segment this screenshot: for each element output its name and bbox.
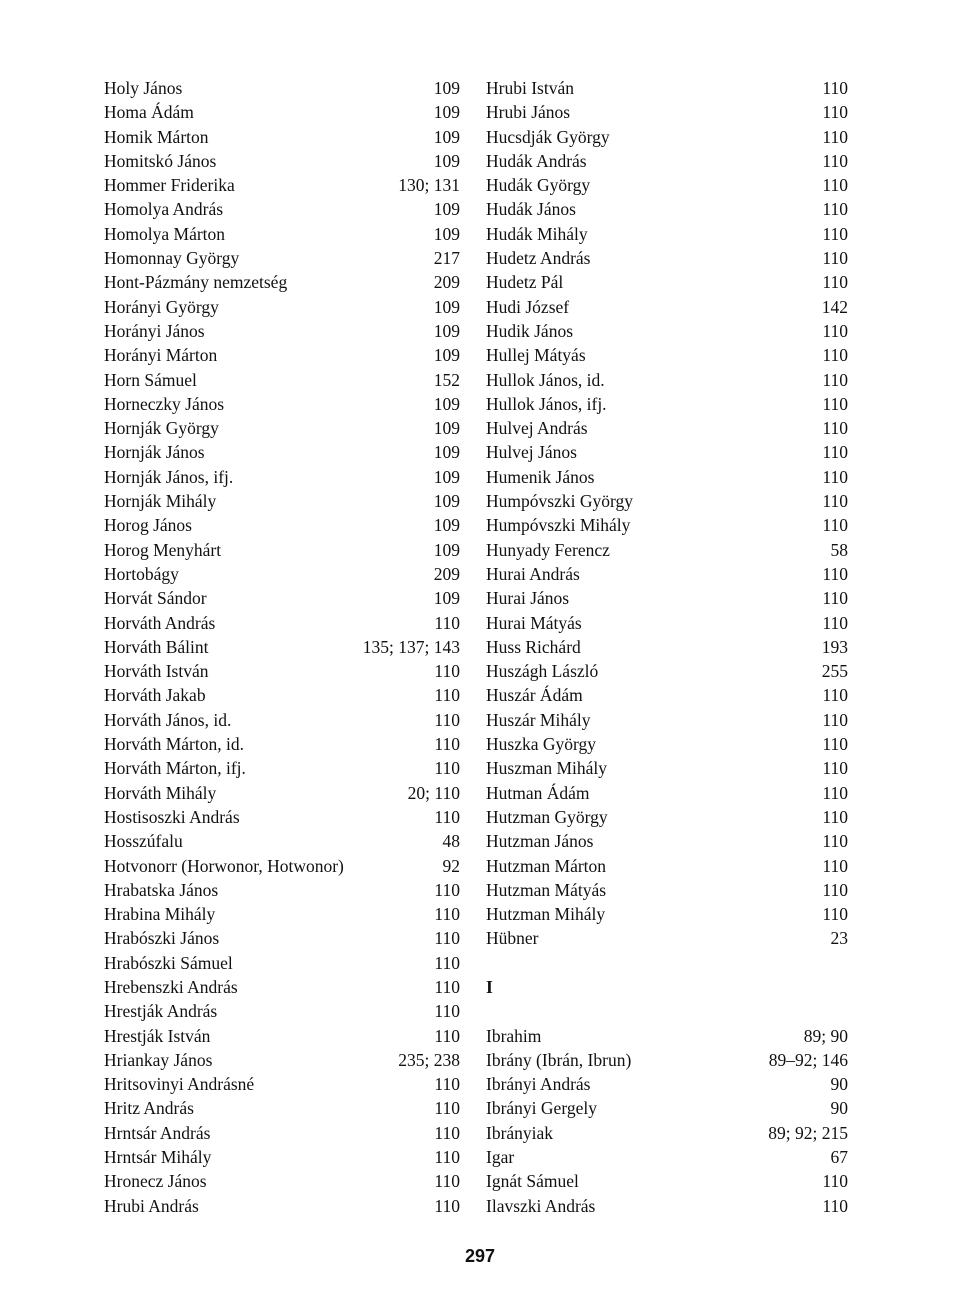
index-entry xyxy=(104,1096,460,1120)
entry-name: Hullej Mátyás xyxy=(486,345,586,366)
entry-name: Hudák Mihály xyxy=(486,223,588,244)
entry-pages: 110 xyxy=(822,272,848,293)
entry-name: Hudetz Pál xyxy=(486,272,564,293)
index-entry xyxy=(486,197,848,221)
index-section-i xyxy=(486,1024,848,1218)
entry-pages: 110 xyxy=(822,418,848,439)
index-entry xyxy=(486,489,848,513)
entry-pages: 110 xyxy=(822,102,848,123)
index-entry xyxy=(104,319,460,343)
index-entry xyxy=(104,829,460,853)
entry-pages: 110 xyxy=(822,466,848,487)
index-entry xyxy=(486,683,848,707)
index-entry xyxy=(486,416,848,440)
entry-name: Humenik János xyxy=(486,466,595,487)
index-entry xyxy=(486,926,848,950)
entry-name: Hronecz János xyxy=(104,1171,207,1192)
entry-pages: 110 xyxy=(434,806,460,827)
entry-name: Horváth János, id. xyxy=(104,709,232,730)
index-entry xyxy=(486,732,848,756)
entry-name: Horváth Jakab xyxy=(104,685,206,706)
entry-name: Horváth Márton, ifj. xyxy=(104,758,246,779)
index-entry xyxy=(104,635,460,659)
index-entry xyxy=(486,805,848,829)
entry-pages: 109 xyxy=(433,102,460,123)
entry-name: Hrabatska János xyxy=(104,879,219,900)
index-entry xyxy=(486,319,848,343)
entry-pages: 89–92; 146 xyxy=(768,1049,848,1070)
entry-name: Hornják György xyxy=(104,418,219,439)
entry-name: Hrabószki János xyxy=(104,928,220,949)
index-entry xyxy=(104,295,460,319)
index-entry xyxy=(104,270,460,294)
entry-pages: 110 xyxy=(822,1195,848,1216)
entry-pages: 109 xyxy=(433,539,460,560)
entry-name: Ibrány (Ibrán, Ibrun) xyxy=(486,1049,632,1070)
index-entry xyxy=(486,270,848,294)
entry-pages: 193 xyxy=(821,636,848,657)
entry-name: Hudi József xyxy=(486,296,570,317)
index-entry xyxy=(486,708,848,732)
entry-pages: 110 xyxy=(822,199,848,220)
index-entry xyxy=(104,999,460,1023)
index-section-h xyxy=(486,76,848,951)
entry-pages: 92 xyxy=(442,855,460,876)
entry-name: Hostisoszki András xyxy=(104,806,240,827)
entry-pages: 255 xyxy=(821,661,848,682)
index-entry xyxy=(486,1048,848,1072)
index-entry xyxy=(104,416,460,440)
entry-name: Hurai András xyxy=(486,563,580,584)
entry-pages: 109 xyxy=(433,78,460,98)
entry-name: Ibrányi Gergely xyxy=(486,1098,597,1119)
entry-pages: 109 xyxy=(433,345,460,366)
entry-name: Ibrányi András xyxy=(486,1074,591,1095)
entry-name: Hurai Mátyás xyxy=(486,612,582,633)
entry-pages: 110 xyxy=(822,223,848,244)
entry-pages: 110 xyxy=(822,782,848,803)
entry-pages: 110 xyxy=(822,126,848,147)
entry-pages: 110 xyxy=(434,928,460,949)
index-column-left xyxy=(104,76,460,1218)
entry-pages: 109 xyxy=(433,199,460,220)
entry-name: Hutman Ádám xyxy=(486,782,590,803)
entry-pages: 110 xyxy=(822,855,848,876)
entry-name: Huszman Mihály xyxy=(486,758,608,779)
entry-pages: 110 xyxy=(822,685,848,706)
entry-pages: 110 xyxy=(434,1025,460,1046)
entry-name: Horváth Mihály xyxy=(104,782,217,803)
entry-pages: 89; 90 xyxy=(803,1025,848,1046)
index-column-right xyxy=(486,76,848,1218)
index-entry xyxy=(104,1121,460,1145)
entry-name: Hornják János xyxy=(104,442,205,463)
index-entry xyxy=(104,756,460,780)
entry-pages: 109 xyxy=(433,320,460,341)
entry-name: Horog János xyxy=(104,515,192,536)
entry-pages: 110 xyxy=(434,661,460,682)
entry-name: Hudák András xyxy=(486,150,587,171)
index-entry xyxy=(104,805,460,829)
entry-pages: 110 xyxy=(822,491,848,512)
index-entry xyxy=(486,1096,848,1120)
index-entry xyxy=(104,368,460,392)
index-entry xyxy=(104,1194,460,1218)
index-entry xyxy=(486,222,848,246)
entry-name: Hudák János xyxy=(486,199,576,220)
entry-pages: 110 xyxy=(822,588,848,609)
entry-pages: 217 xyxy=(433,248,460,269)
index-entry xyxy=(104,975,460,999)
index-entry xyxy=(486,1121,848,1145)
index-entry xyxy=(486,513,848,537)
entry-name: Hornják János, ifj. xyxy=(104,466,234,487)
index-entry xyxy=(104,222,460,246)
entry-name: Hutzman János xyxy=(486,831,594,852)
index-entry xyxy=(486,611,848,635)
entry-pages: 110 xyxy=(434,685,460,706)
index-entry xyxy=(486,538,848,562)
entry-pages: 109 xyxy=(433,223,460,244)
entry-pages: 110 xyxy=(822,150,848,171)
entry-name: Hornják Mihály xyxy=(104,491,217,512)
entry-name: Homolya Márton xyxy=(104,223,226,244)
entry-pages: 109 xyxy=(433,393,460,414)
entry-name: Hudik János xyxy=(486,320,574,341)
index-entry xyxy=(486,343,848,367)
entry-name: Ignát Sámuel xyxy=(486,1171,579,1192)
entry-name: Ibrányiak xyxy=(486,1122,554,1143)
index-entry xyxy=(104,197,460,221)
index-entry xyxy=(486,586,848,610)
entry-name: Hrabina Mihály xyxy=(104,904,216,925)
entry-pages: 109 xyxy=(433,126,460,147)
entry-name: Hrubi András xyxy=(104,1195,199,1216)
entry-name: Horváth István xyxy=(104,661,209,682)
entry-pages: 58 xyxy=(830,539,848,560)
entry-name: Hont-Pázmány nemzetség xyxy=(104,272,288,293)
index-entry xyxy=(486,125,848,149)
entry-name: Hriankay János xyxy=(104,1049,213,1070)
entry-pages: 110 xyxy=(822,248,848,269)
entry-name: Homik Márton xyxy=(104,126,209,147)
entry-name: Hrestják András xyxy=(104,1001,218,1022)
entry-name: Hosszúfalu xyxy=(104,831,183,852)
entry-pages: 130; 131 xyxy=(398,175,460,196)
entry-pages: 109 xyxy=(433,491,460,512)
entry-name: Hudetz András xyxy=(486,248,591,269)
index-entry xyxy=(104,926,460,950)
entry-name: Hutzman Mihály xyxy=(486,904,606,925)
entry-name: Hortobágy xyxy=(104,563,179,584)
index-entry xyxy=(486,1072,848,1096)
entry-name: Hotvonorr (Horwonor, Hotwonor) xyxy=(104,855,344,876)
entry-name: Hutzman György xyxy=(486,806,608,827)
index-entry xyxy=(486,1145,848,1169)
index-entry xyxy=(486,1024,848,1048)
index-entry xyxy=(104,854,460,878)
index-entry xyxy=(104,1072,460,1096)
entry-name: Hrebenszki András xyxy=(104,976,238,997)
entry-pages: 110 xyxy=(822,758,848,779)
index-entry xyxy=(104,149,460,173)
section-letter-heading: I xyxy=(486,976,493,997)
index-entry xyxy=(104,683,460,707)
index-entry xyxy=(486,368,848,392)
entry-pages: 110 xyxy=(434,1171,460,1192)
index-entry xyxy=(486,562,848,586)
page-number: 297 xyxy=(464,1246,496,1266)
entry-pages: 110 xyxy=(434,1001,460,1022)
entry-pages: 110 xyxy=(822,904,848,925)
index-entry xyxy=(486,635,848,659)
entry-name: Hulvej János xyxy=(486,442,577,463)
index-entry xyxy=(486,781,848,805)
entry-name: Horváth Márton, id. xyxy=(104,734,244,755)
entry-name: Igar xyxy=(486,1147,515,1168)
entry-name: Horvát Sándor xyxy=(104,588,207,609)
entry-pages: 109 xyxy=(433,296,460,317)
entry-pages: 110 xyxy=(822,612,848,633)
entry-pages: 110 xyxy=(434,758,460,779)
entry-pages: 90 xyxy=(830,1074,848,1095)
entry-name: Ilavszki András xyxy=(486,1195,596,1216)
index-entry xyxy=(104,586,460,610)
index-entry xyxy=(486,100,848,124)
index-entry xyxy=(104,125,460,149)
index-entry xyxy=(104,465,460,489)
entry-pages: 110 xyxy=(434,904,460,925)
entry-pages: 235; 238 xyxy=(398,1049,460,1070)
index-entry xyxy=(104,343,460,367)
index-entry xyxy=(486,902,848,926)
index-entry xyxy=(104,246,460,270)
index-entry xyxy=(104,951,460,975)
entry-name: Hutzman Márton xyxy=(486,855,607,876)
index-entry xyxy=(104,732,460,756)
entry-pages: 109 xyxy=(433,150,460,171)
index-entry xyxy=(104,1169,460,1193)
entry-name: Huszágh László xyxy=(486,661,599,682)
index-entry xyxy=(104,902,460,926)
entry-pages: 209 xyxy=(433,272,460,293)
entry-name: Horányi János xyxy=(104,320,205,341)
index-entry xyxy=(104,1024,460,1048)
index-entry xyxy=(104,100,460,124)
entry-name: Hurai János xyxy=(486,588,570,609)
index-entry xyxy=(104,659,460,683)
entry-pages: 110 xyxy=(434,879,460,900)
entry-pages: 110 xyxy=(822,879,848,900)
entry-name: Hrabószki Sámuel xyxy=(104,952,233,973)
entry-name: Hullok János, ifj. xyxy=(486,393,607,414)
entry-name: Humpóvszki György xyxy=(486,491,633,512)
entry-pages: 209 xyxy=(433,563,460,584)
entry-pages: 48 xyxy=(442,831,460,852)
index-entry xyxy=(486,173,848,197)
entry-name: Hudák György xyxy=(486,175,591,196)
entry-name: Homonnay György xyxy=(104,248,240,269)
index-entry xyxy=(486,149,848,173)
entry-name: Hrntsár András xyxy=(104,1122,211,1143)
entry-pages: 110 xyxy=(822,442,848,463)
entry-pages: 110 xyxy=(822,806,848,827)
entry-pages: 110 xyxy=(822,320,848,341)
entry-pages: 109 xyxy=(433,418,460,439)
entry-name: Horányi Márton xyxy=(104,345,218,366)
entry-name: Hunyady Ferencz xyxy=(486,539,610,560)
entry-pages: 110 xyxy=(822,563,848,584)
index-entry xyxy=(486,829,848,853)
index-entry xyxy=(104,392,460,416)
index-entry xyxy=(104,878,460,902)
entry-pages: 110 xyxy=(434,1195,460,1216)
section-gap xyxy=(486,951,848,975)
entry-pages: 142 xyxy=(821,296,848,317)
entry-name: Horváth András xyxy=(104,612,216,633)
index-entry xyxy=(104,489,460,513)
entry-name: Hübner xyxy=(486,928,539,949)
entry-name: Horváth Bálint xyxy=(104,636,209,657)
entry-name: Hrntsár Mihály xyxy=(104,1147,212,1168)
entry-pages: 152 xyxy=(433,369,460,390)
entry-pages: 110 xyxy=(434,1074,460,1095)
entry-pages: 90 xyxy=(830,1098,848,1119)
entry-pages: 110 xyxy=(822,393,848,414)
entry-name: Hrubi István xyxy=(486,78,574,98)
entry-pages: 23 xyxy=(830,928,848,949)
entry-name: Hrestják István xyxy=(104,1025,211,1046)
section-gap xyxy=(486,999,848,1023)
entry-name: Horog Menyhárt xyxy=(104,539,222,560)
entry-name: Hutzman Mátyás xyxy=(486,879,607,900)
entry-pages: 109 xyxy=(433,515,460,536)
entry-pages: 110 xyxy=(434,1147,460,1168)
entry-name: Hrubi János xyxy=(486,102,571,123)
entry-name: Humpóvszki Mihály xyxy=(486,515,631,536)
index-entry xyxy=(104,1145,460,1169)
index-entry xyxy=(104,781,460,805)
entry-pages: 109 xyxy=(433,466,460,487)
entry-name: Ibrahim xyxy=(486,1025,542,1046)
entry-pages: 110 xyxy=(822,734,848,755)
entry-pages: 135; 137; 143 xyxy=(362,636,460,657)
entry-name: Holy János xyxy=(104,78,183,98)
entry-pages: 110 xyxy=(434,612,460,633)
entry-name: Horányi György xyxy=(104,296,219,317)
entry-name: Huszka György xyxy=(486,734,597,755)
entry-name: Homitskó János xyxy=(104,150,217,171)
index-entry xyxy=(486,76,848,100)
entry-pages: 110 xyxy=(822,709,848,730)
index-entry xyxy=(486,465,848,489)
entry-pages: 20; 110 xyxy=(407,782,460,803)
entry-name: Hommer Friderika xyxy=(104,175,235,196)
entry-pages: 110 xyxy=(822,515,848,536)
entry-pages: 110 xyxy=(822,831,848,852)
index-entry xyxy=(486,878,848,902)
entry-pages: 110 xyxy=(434,1098,460,1119)
index-entry xyxy=(104,440,460,464)
entry-pages: 110 xyxy=(822,175,848,196)
entry-name: Hritsovinyi Andrásné xyxy=(104,1074,255,1095)
index-entry xyxy=(486,295,848,319)
entry-pages: 110 xyxy=(822,78,848,98)
index-entry xyxy=(104,513,460,537)
index-entry xyxy=(486,1194,848,1218)
index-entry xyxy=(104,1048,460,1072)
entry-name: Horn Sámuel xyxy=(104,369,197,390)
entry-pages: 109 xyxy=(433,588,460,609)
entry-name: Horneczky János xyxy=(104,393,225,414)
index-entry xyxy=(486,1169,848,1193)
entry-pages: 110 xyxy=(434,734,460,755)
index-entry xyxy=(104,611,460,635)
entry-name: Huszár Mihály xyxy=(486,709,591,730)
entry-pages: 110 xyxy=(434,709,460,730)
index-entry xyxy=(486,756,848,780)
index-entry xyxy=(486,246,848,270)
index-entry xyxy=(486,659,848,683)
entry-pages: 109 xyxy=(433,442,460,463)
entry-name: Homa Ádám xyxy=(104,102,194,123)
entry-name: Huszár Ádám xyxy=(486,685,583,706)
entry-name: Homolya András xyxy=(104,199,224,220)
entry-pages: 110 xyxy=(822,1171,848,1192)
entry-pages: 110 xyxy=(822,345,848,366)
index-entry xyxy=(104,76,460,100)
entry-name: Huss Richárd xyxy=(486,636,581,657)
entry-pages: 110 xyxy=(434,976,460,997)
entry-name: Hulvej András xyxy=(486,418,588,439)
entry-pages: 110 xyxy=(434,952,460,973)
index-entry xyxy=(104,562,460,586)
index-entry xyxy=(486,854,848,878)
entry-name: Hucsdják György xyxy=(486,126,610,147)
entry-pages: 89; 92; 215 xyxy=(768,1122,848,1143)
entry-pages: 110 xyxy=(434,1122,460,1143)
entry-pages: 110 xyxy=(822,369,848,390)
index-entry xyxy=(104,538,460,562)
entry-name: Hullok János, id. xyxy=(486,369,605,390)
index-entry xyxy=(486,440,848,464)
entry-pages: 67 xyxy=(830,1147,848,1168)
entry-name: Hritz András xyxy=(104,1098,194,1119)
index-entry xyxy=(104,173,460,197)
index-entry xyxy=(486,392,848,416)
index-entry xyxy=(104,708,460,732)
